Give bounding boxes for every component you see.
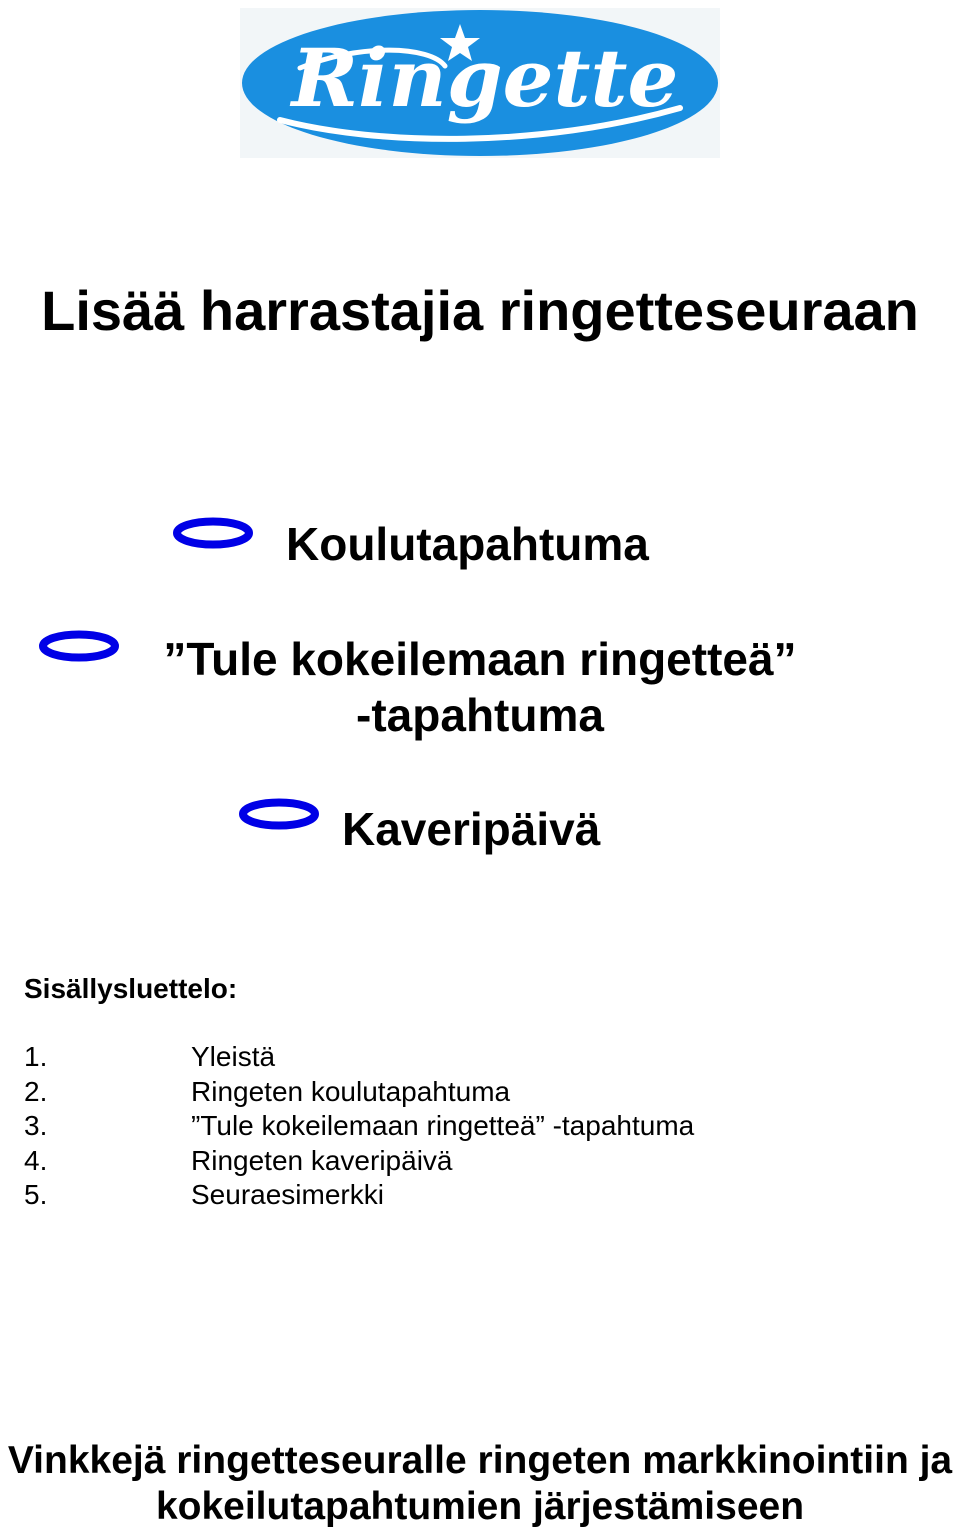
toc-item-number: 2. xyxy=(24,1075,48,1107)
toc-item-text: Seuraesimerkki xyxy=(191,1179,384,1210)
footer-subtitle xyxy=(0,1438,960,1530)
event-heading-kaveripaiva xyxy=(342,801,600,857)
page-title: Lisää harrastajia ringetteseuraan xyxy=(41,279,919,342)
toc-item-text: Ringeten koulutapahtuma xyxy=(191,1075,511,1107)
ring-icon xyxy=(238,798,320,830)
toc-item-text: Yleistä xyxy=(191,1041,276,1072)
toc-item-number: 4. xyxy=(24,1144,48,1176)
toc-item-number: 3. xyxy=(24,1110,48,1141)
footer-line-1: Vinkkejä ringetteseuralle ringeten markkinointiin ja xyxy=(7,1439,953,1482)
toc-heading: Sisällysluettelo: xyxy=(24,973,238,1004)
logo-text: Ringette xyxy=(291,31,679,125)
event-heading-koulutapahtuma xyxy=(286,516,649,572)
ringette-logo xyxy=(240,8,720,158)
toc-item-text: ”Tule kokeilemaan ringetteä” -tapahtuma xyxy=(191,1110,695,1141)
ring-icon xyxy=(172,517,254,549)
event-heading-text-line2: -tapahtuma xyxy=(356,689,604,741)
event-heading-text: Koulutapahtuma xyxy=(286,518,649,570)
footer-line-2: kokeilutapahtumien järjestämiseen xyxy=(155,1485,805,1528)
event-heading-text: Kaveripäivä xyxy=(342,803,601,855)
toc-item-text: Ringeten kaveripäivä xyxy=(191,1144,453,1176)
ring-icon xyxy=(38,630,120,662)
toc-item-number: 1. xyxy=(24,1041,48,1072)
event-heading-text: ”Tule kokeilemaan ringetteä” xyxy=(163,633,797,685)
toc-item-number: 5. xyxy=(24,1179,48,1210)
event-heading-tule-kokeilemaan xyxy=(136,631,824,743)
